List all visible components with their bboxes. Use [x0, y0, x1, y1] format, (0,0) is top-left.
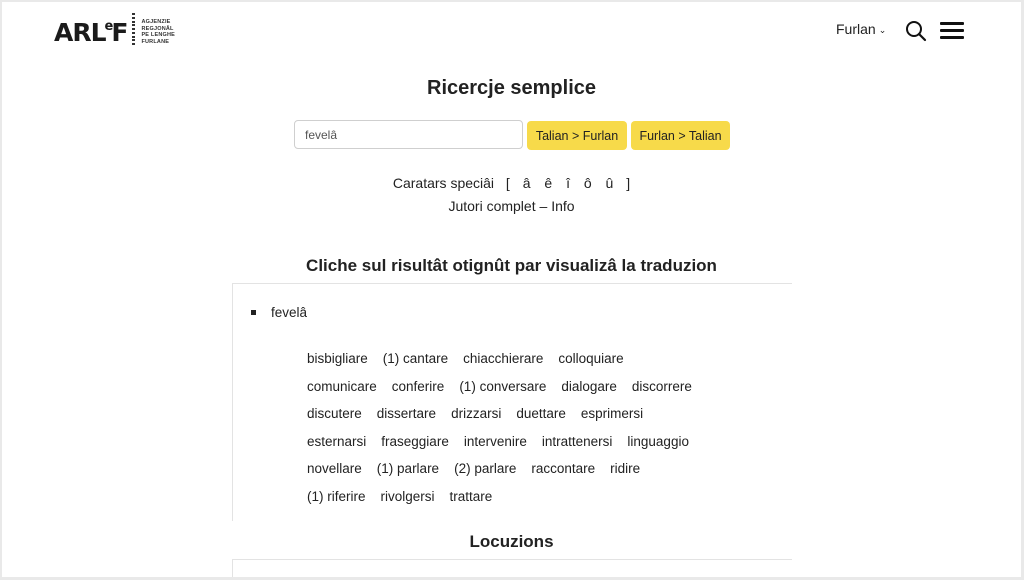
page	[2, 2, 1021, 577]
translation-list	[307, 345, 777, 510]
translation-link[interactable]: intrattenersi	[541, 433, 613, 449]
translation-link[interactable]: linguaggio	[627, 433, 689, 449]
translation-link[interactable]: (1) riferire	[307, 488, 366, 504]
translation-link[interactable]: intervenire	[463, 433, 527, 449]
translation-row	[307, 483, 777, 511]
translation-row	[307, 373, 777, 401]
translation-link[interactable]: colloquiare	[558, 351, 624, 367]
translation-link[interactable]: dissertare	[376, 406, 437, 422]
result-entry-label: fevelâ	[271, 305, 308, 320]
logo-text: AGJENZIE REGJONÂL PE LENGHE FURLANE	[141, 19, 176, 45]
translation-link[interactable]: (2) parlare	[454, 461, 517, 477]
locutions-panel	[232, 559, 792, 577]
result-entry[interactable]	[251, 305, 307, 320]
translation-link[interactable]: fraseggiare	[381, 433, 449, 449]
special-char-u[interactable]: û	[605, 175, 614, 191]
translation-link[interactable]: conferire	[391, 378, 445, 394]
translation-row	[307, 345, 777, 373]
logo-separator	[131, 12, 135, 46]
translation-link[interactable]: dialogare	[561, 378, 617, 394]
results-panel	[232, 283, 792, 521]
locutions-heading: Locuzions	[469, 532, 554, 551]
special-char-o[interactable]: ô	[583, 175, 592, 191]
translation-link[interactable]: discutere	[307, 406, 362, 422]
results-heading: Cliche sul risultât otignût par visualizâ la traduzion	[306, 256, 717, 275]
translation-row	[307, 455, 777, 483]
translation-link[interactable]: rivolgersi	[380, 488, 435, 504]
translation-link[interactable]: raccontare	[531, 461, 596, 477]
translation-link[interactable]: ridire	[610, 461, 641, 477]
translation-link[interactable]: esternarsi	[307, 433, 367, 449]
translation-link[interactable]: comunicare	[307, 378, 377, 394]
translation-link[interactable]: novellare	[307, 461, 362, 477]
translation-row	[307, 400, 777, 428]
special-characters-label: Caratars speciâi	[392, 175, 495, 191]
special-char-e[interactable]: ê	[544, 175, 553, 191]
search-input[interactable]	[294, 120, 523, 149]
helper-links: Jutori complet – Info	[448, 198, 575, 214]
translation-link[interactable]: (1) cantare	[382, 351, 449, 367]
chevron-down-icon: ⌄	[878, 24, 887, 35]
translation-link[interactable]: duettare	[516, 406, 566, 422]
special-characters: Caratars speciâi [ â ê î ô û ]	[392, 175, 631, 191]
page-title: Ricercje semplice	[427, 77, 596, 99]
special-char-a[interactable]: â	[522, 175, 531, 191]
translation-row	[307, 428, 777, 456]
info-link[interactable]: Info	[551, 198, 575, 214]
translation-link[interactable]: (1) parlare	[376, 461, 440, 477]
friulian-to-italian-button[interactable]: Furlan > Talian	[631, 121, 730, 150]
language-label: Furlan	[836, 21, 876, 37]
bullet-icon	[251, 310, 256, 315]
full-helper-link[interactable]: Jutori complet	[448, 198, 536, 214]
translation-link[interactable]: drizzarsi	[451, 406, 502, 422]
translation-link[interactable]: (1) conversare	[459, 378, 547, 394]
translation-link[interactable]: bisbigliare	[307, 351, 368, 367]
logo-mark: ARL$^e$F	[54, 18, 128, 47]
translation-link[interactable]: discorrere	[631, 378, 692, 394]
arlef-logo[interactable]	[54, 12, 175, 52]
search-icon[interactable]	[905, 20, 927, 42]
special-char-i[interactable]: î	[566, 175, 570, 191]
language-selector[interactable]	[836, 21, 886, 37]
translation-link[interactable]: chiacchierare	[463, 351, 544, 367]
translation-link[interactable]: trattare	[449, 488, 493, 504]
translation-link[interactable]: esprimersi	[580, 406, 644, 422]
hamburger-menu-icon[interactable]	[940, 22, 964, 40]
italian-to-friulian-button[interactable]: Talian > Furlan	[527, 121, 627, 150]
